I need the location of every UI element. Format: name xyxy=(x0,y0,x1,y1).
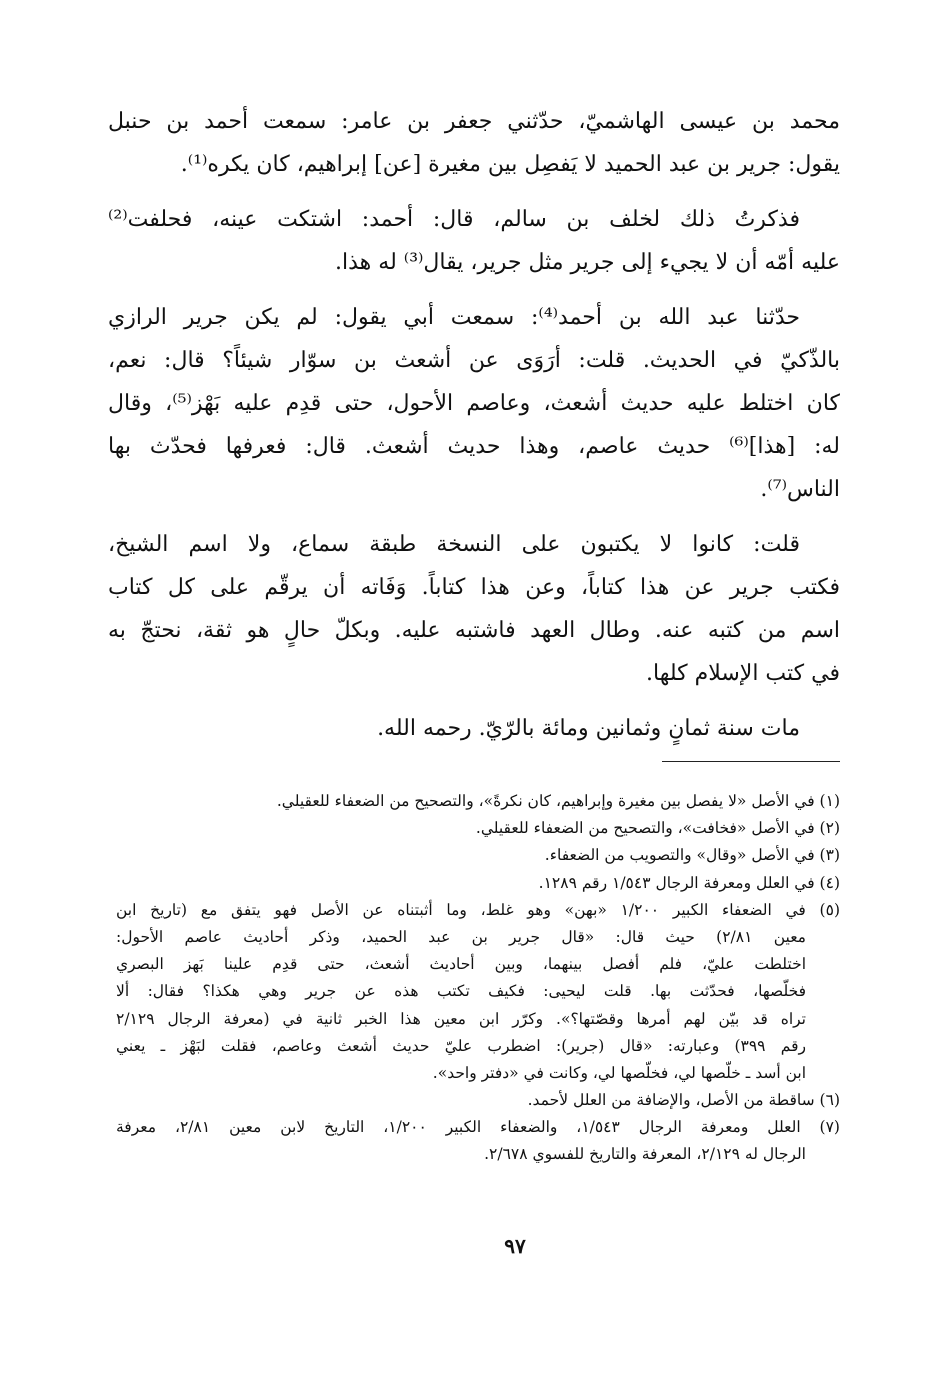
text-line: مات سنة ثمانٍ وثمانين ومائة بالرّيّ. رحمه الله. xyxy=(377,716,800,741)
footnote-line: رقم ٣٩٩) وعبارته: «قال (جرير): اضطرب عليّ حديث أشعث وعاصم، فقلت لبَهْز ـ يعني xyxy=(116,1036,807,1055)
main-text xyxy=(108,100,840,750)
footnote-line: (٤) في العلل ومعرفة الرجال ١/٥٤٣ رقم ١٢٨٩. xyxy=(538,873,840,892)
footnote-line: (٦) ساقطة من الأصل، والإضافة من العلل لأحمد. xyxy=(527,1091,840,1110)
footnotes xyxy=(116,788,840,1169)
footnote-line: ابن أسد ـ خلّصها لي، فخلّصها لي، وكانت في «دفتر واحد». xyxy=(432,1063,806,1082)
footnote-line: (٧) العلل ومعرفة الرجال ١/٥٤٣، والضعفاء الكبير ١/٢٠٠، التاريخ لابن معين ٢/٨١، معرفة xyxy=(116,1118,840,1137)
text-line: يقول: جرير بن عبد الحميد لا يَفصِل بين مغيرة [عن] إبراهيم، كان يكره⁽¹⁾. xyxy=(180,152,840,177)
footnote-divider xyxy=(662,761,840,762)
paragraph-gap xyxy=(108,695,840,707)
text-line: كان اختلط عليه حديث أشعث، وعاصم الأحول، حتى قدِم عليه بَهْز⁽⁵⁾، وقال xyxy=(108,391,840,416)
footnote-line: اختلطت عليّ، فلم أفصل بينهما، وبين أحاديث أشعث، حتى قدِم علينا بَهز البصري xyxy=(116,955,806,974)
text-line: حدّثنا عبد الله بن أحمد⁽⁴⁾: سمعت أبي يقول: لم يكن جرير الرازي xyxy=(108,305,801,330)
text-line: له: [هذا]⁽⁶⁾ حديث عاصم، وهذا حديث أشعث. قال: فعرفها فحدّث بها xyxy=(108,434,840,459)
footnote-line: (٥) في الضعفاء الكبير ١/٢٠٠ «بهن» وهو غلط، وما أثبتناه عن الأصل فهو يتفق مع (تاريخ ابن xyxy=(116,900,840,919)
text-line: قلت: كانوا لا يكتبون على النسخة طبقة سماع، ولا اسم الشيخ، xyxy=(108,532,800,557)
footnote-line: فخلّصها، فحدّثت بها. قلت ليحيى: فكيف تكتب هذه عن جرير وهي هكذا؟ فقال: ألا xyxy=(116,982,806,1001)
paragraph-gap xyxy=(108,284,840,296)
text-line: اسم من كتبه عنه. وطال العهد فاشتبه عليه. وبكلّ حالٍ هو ثقة، نحتجّ به xyxy=(108,618,840,643)
text-line: فكتب جرير عن هذا كتاباً، وعن هذا كتاباً. وَفَاته أن يرقّم على كل كتاب xyxy=(108,575,840,600)
page-number: ٩٧ xyxy=(504,1234,526,1258)
text-line: عليه أمّه أن لا يجيء إلى جرير مثل جرير، يقال⁽³⁾ له هذا. xyxy=(335,250,840,275)
paragraph-gap xyxy=(108,186,840,198)
footnote-line: (٣) في الأصل «وقال» والتصويب من الضعفاء. xyxy=(544,846,840,865)
text-line: محمد بن عيسى الهاشميّ، حدّثني جعفر بن عامر: سمعت أحمد بن حنبل xyxy=(108,109,840,134)
text-line: الناس⁽⁷⁾. xyxy=(760,477,840,502)
footnote-line: تراه قد بيّن لهم أمرها وقصّتها؟». وكرّر ابن معين هذا الخبر ثانية في (معرفة الرجال ٢/١٢٩ xyxy=(116,1009,806,1028)
footnote-line: معين ٢/٨١) حيث قال: «قال جرير بن عبد الحميد، وذكر أحاديث عاصم الأحول: xyxy=(116,927,806,946)
footnote-line: الرجال له ٢/١٢٩، المعرفة والتاريخ للفسوي ٢/٦٧٨. xyxy=(484,1145,806,1164)
paragraph-gap xyxy=(108,511,840,523)
text-line: في كتب الإسلام كلها. xyxy=(646,661,840,686)
text-line: فذكرتُ ذلك لخلف بن سالم، قال: أحمد: اشتكت عينه، فحلفت⁽²⁾ xyxy=(108,207,800,232)
text-line: بالذّكيّ في الحديث. قلت: أرَوَى عن أشعث بن سوّار شيئاً؟ قال: نعم، xyxy=(108,348,840,373)
footnote-line: (٢) في الأصل «فخافت»، والتصحيح من الضعفاء للعقيلي. xyxy=(475,819,840,838)
footnote-line: (١) في الأصل «لا يفصل بين مغيرة وإبراهيم، كان نكرةً»، والتصحيح من الضعفاء للعقيلي. xyxy=(276,792,840,810)
